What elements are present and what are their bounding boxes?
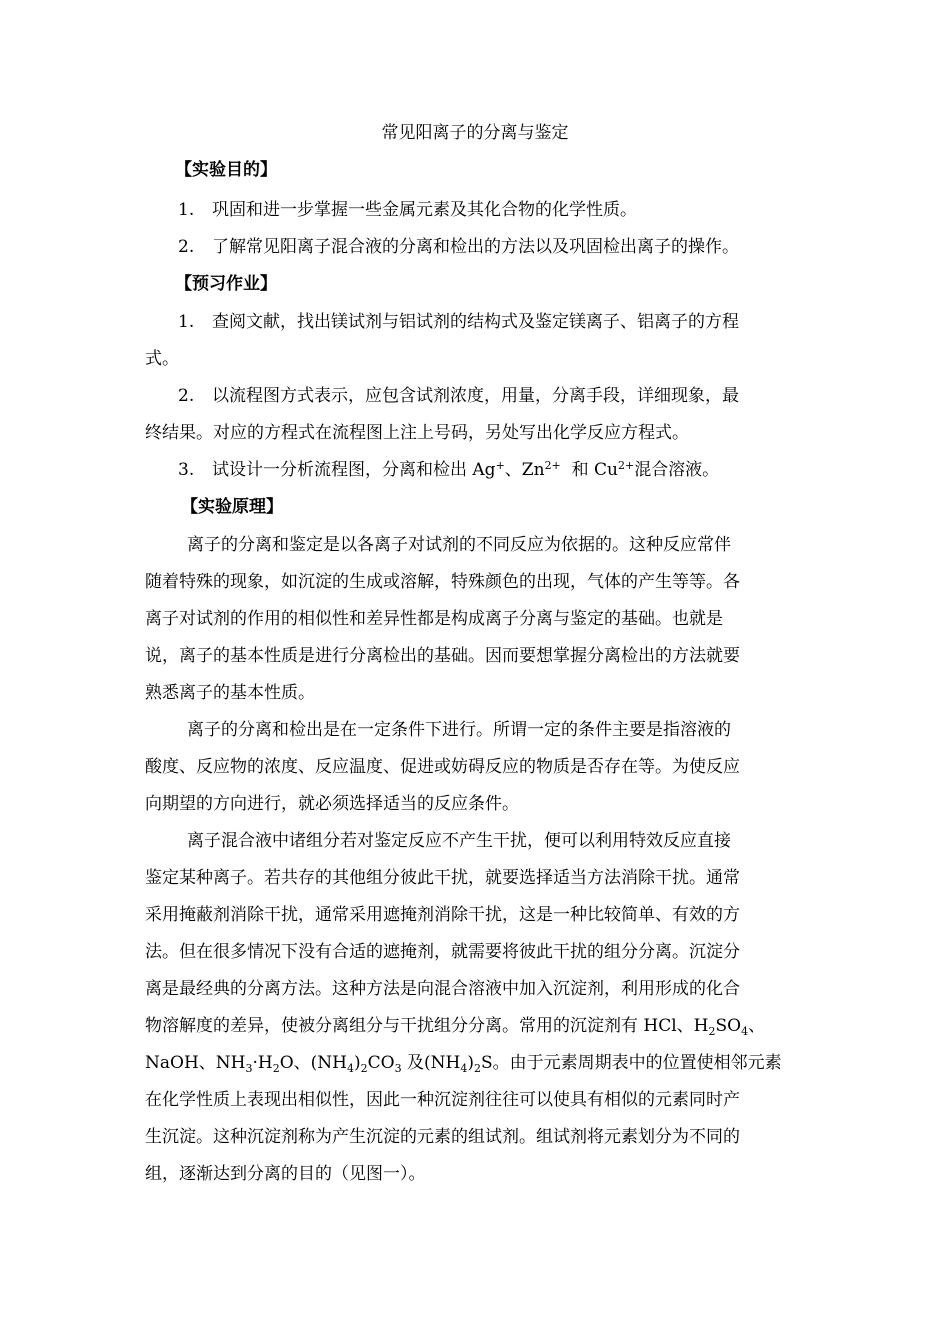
line-text: )	[354, 1053, 361, 1073]
item-text: 试设计一分析流程图，分离和检出	[212, 460, 473, 480]
paragraph-line: 生沉淀。这种沉淀剂称为产生沉淀的元素的组试剂。组试剂将元素划分为不同的	[145, 1127, 740, 1147]
line-text: O、(NH	[279, 1053, 347, 1073]
line-text: S。由于元素周期表中的位置使相邻元素	[480, 1053, 782, 1073]
paragraph-line-formula	[145, 1051, 782, 1075]
paragraph-line: 酸度、反应物的浓度、反应温度、促进或妨碍反应的物质是否存在等。为使反应	[145, 757, 740, 777]
item-number: 3.	[178, 460, 195, 480]
paragraph-line: 离子的分离和鉴定是以各离子对试剂的不同反应为依据的。这种反应常伴	[187, 535, 731, 555]
subscript: 4	[460, 1062, 468, 1075]
ion-ag: Ag	[472, 460, 496, 480]
item-text: 了解常见阳离子混合液的分离和检出的方法以及巩固检出离子的操作。	[212, 237, 739, 257]
separator: 和	[560, 460, 594, 480]
paragraph-line: 组，逐渐达到分离的目的（见图一）。	[145, 1164, 426, 1184]
paragraph-line-formula	[145, 1014, 765, 1038]
paragraph-line: 离子的分离和检出是在一定条件下进行。所谓一定的条件主要是指溶液的	[187, 720, 731, 740]
subscript: 2	[272, 1062, 280, 1075]
subscript: 3	[394, 1062, 402, 1075]
subscript: 2	[473, 1062, 481, 1075]
subscript: 2	[360, 1062, 368, 1075]
item-text-end: 混合溶液。	[634, 460, 720, 480]
section-heading-preview: 【预习作业】	[175, 274, 277, 294]
line-text: CO	[367, 1053, 395, 1073]
preview-item-1	[178, 310, 739, 334]
paragraph-line: 采用掩蔽剂消除干扰，通常采用遮掩剂消除干扰，这是一种比较简单、有效的方	[145, 905, 740, 925]
line-text: 物溶解度的差异，使被分离组分与干扰组分分离。常用的沉淀剂有 HCl、H	[145, 1016, 709, 1036]
line-text: ·H	[252, 1053, 273, 1073]
preview-item-3	[178, 458, 719, 482]
line-text: NaOH、NH	[145, 1053, 246, 1073]
page-title: 常见阳离子的分离与鉴定	[381, 123, 569, 143]
purpose-item-2	[178, 235, 739, 259]
item-number: 1.	[178, 312, 195, 332]
subscript: 4	[347, 1062, 354, 1075]
ion-zn: Zn	[521, 460, 545, 480]
item-text: 以流程图方式表示，应包含试剂浓度，用量，分离手段，详细现象，最	[212, 386, 739, 406]
paragraph-line: 随着特殊的现象，如沉淀的生成或溶解，特殊颜色的出现，气体的产生等等。各	[145, 572, 740, 592]
paragraph-line: 熟悉离子的基本性质。	[145, 683, 315, 703]
ion-charge: 2+	[617, 459, 635, 472]
subscript: 2	[708, 1025, 716, 1038]
paragraph-line: 离子混合液中诸组分若对鉴定反应不产生干扰，便可以利用特效反应直接	[187, 831, 731, 851]
subscript: 3	[245, 1062, 253, 1075]
item-number: 1.	[178, 200, 195, 220]
paragraph-line: 说，离子的基本性质是进行分离检出的基础。因而要想掌握分离检出的方法就要	[145, 646, 740, 666]
preview-item-2-cont: 终结果。对应的方程式在流程图上注上号码，另处写出化学反应方程式。	[145, 423, 689, 443]
separator: 、	[504, 460, 522, 480]
paragraph-line: 离子对试剂的作用的相似性和差异性都是构成离子分离与鉴定的基础。也就是	[145, 609, 723, 629]
line-text: 、	[748, 1016, 766, 1036]
paragraph-line: 向期望的方向进行，就必须选择适当的反应条件。	[145, 794, 519, 814]
paragraph-line: 在化学性质上表现出相似性，因此一种沉淀剂往往可以使具有相似的元素同时产	[145, 1090, 740, 1110]
item-number: 2.	[178, 237, 195, 257]
preview-item-1-cont: 式。	[145, 349, 179, 369]
ion-charge: 2+	[544, 459, 561, 472]
paragraph-line: 鉴定某种离子。若共存的其他组分彼此干扰，就要选择适当方法消除干扰。通常	[145, 868, 740, 888]
line-text: )	[467, 1053, 474, 1073]
line-text: SO	[715, 1016, 742, 1036]
section-heading-purpose: 【实验目的】	[175, 160, 277, 180]
ion-cu: Cu	[594, 460, 618, 480]
ion-charge: +	[495, 459, 505, 472]
item-text: 查阅文献，找出镁试剂与铝试剂的结构式及鉴定镁离子、铝离子的方程	[212, 312, 739, 332]
subscript: 4	[741, 1025, 749, 1038]
preview-item-2	[178, 384, 739, 408]
paragraph-line: 离是最经典的分离方法。这种方法是向混合溶液中加入沉淀剂，利用形成的化合	[145, 979, 740, 999]
section-heading-principle: 【实验原理】	[181, 497, 283, 517]
item-number: 2.	[178, 386, 195, 406]
purpose-item-1	[178, 198, 637, 222]
item-text: 巩固和进一步掌握一些金属元素及其化合物的化学性质。	[212, 200, 637, 220]
paragraph-line: 法。但在很多情况下没有合适的遮掩剂，就需要将彼此干扰的组分分离。沉淀分	[145, 942, 740, 962]
line-text: 及(NH	[401, 1053, 461, 1073]
